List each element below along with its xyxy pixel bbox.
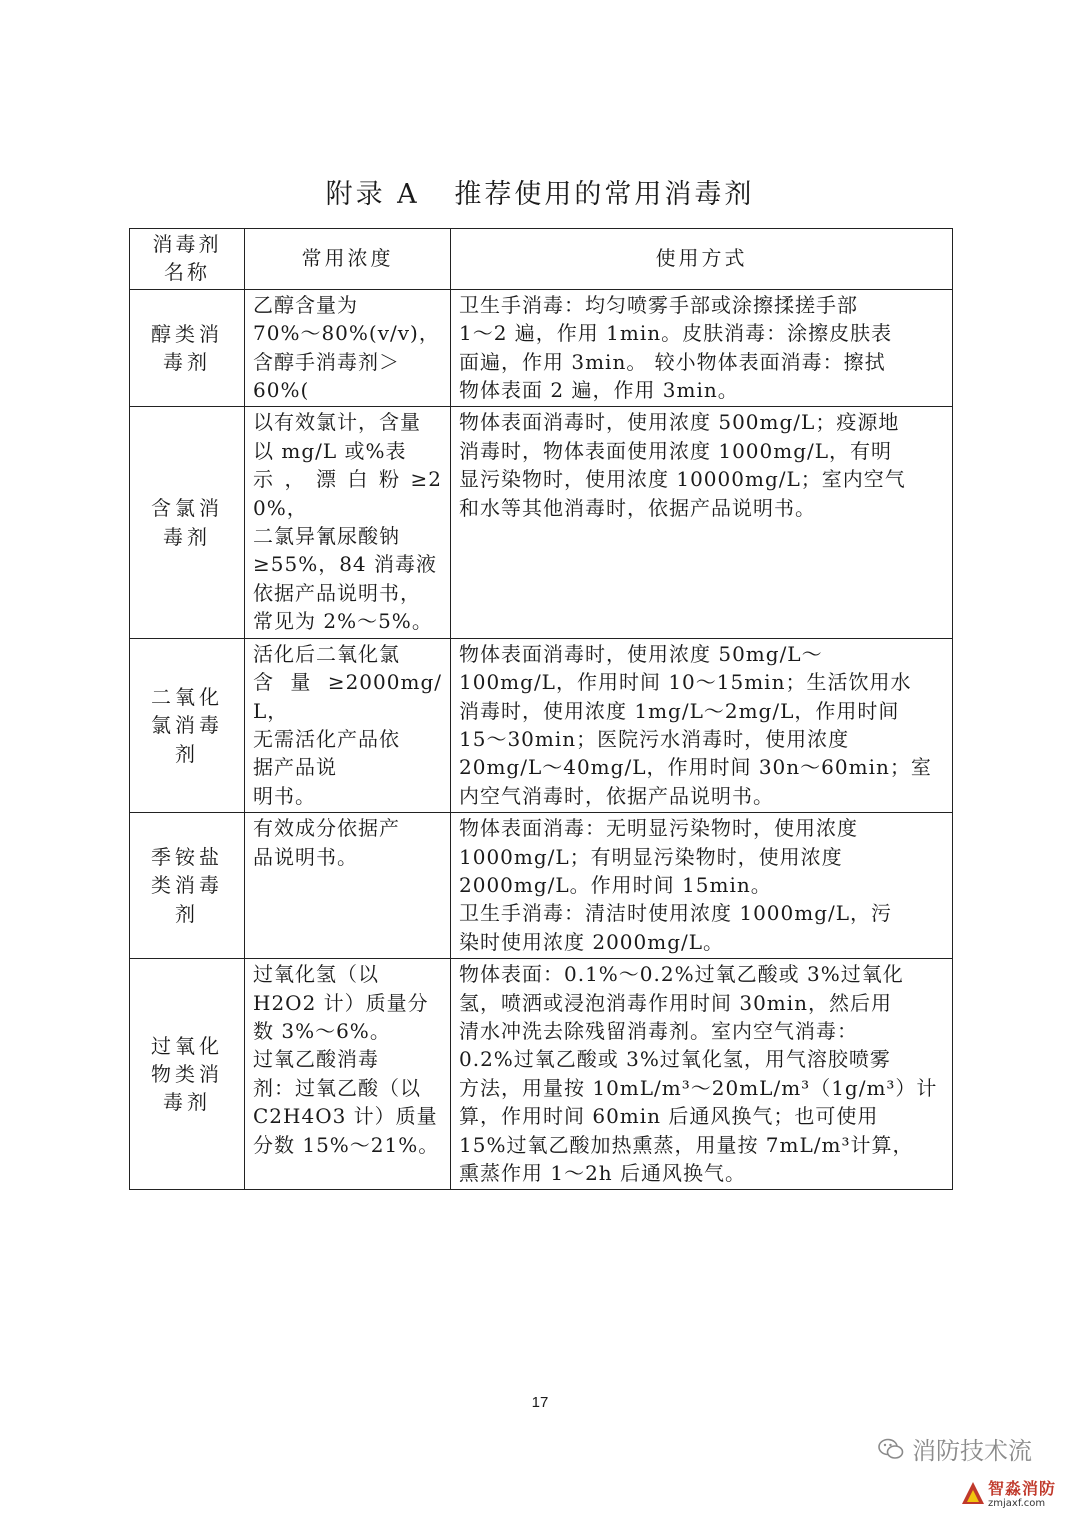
concentration-cell-line: 依据产品说明书， (253, 580, 421, 605)
page-title: 附录 A 推荐使用的常用消毒剂 (325, 179, 755, 210)
logo-name: 智淼消防 (988, 1479, 1057, 1498)
concentration-cell-line: 二氯异氰尿酸钠 (253, 524, 400, 549)
concentration-cell-line: H2O2 计）质量分 (253, 990, 429, 1015)
usage-cell-line: 1～2 遍，作用 1min。皮肤消毒：涂擦皮肤表 (459, 321, 893, 346)
usage-cell-line: 染时使用浓度 2000mg/L。 (459, 929, 725, 954)
usage-cell-line: 15～30min；医院污水消毒时，使用浓度 (459, 726, 850, 751)
name-cell-line: 醇类消 (151, 321, 223, 346)
name-cell (130, 959, 245, 1190)
concentration-cell-line: 有效成分依据产 (253, 816, 400, 841)
concentration-cell (245, 407, 451, 638)
table-row (130, 407, 953, 638)
concentration-cell-line: 60%( (253, 378, 310, 403)
name-cell-line: 毒剂 (163, 524, 211, 549)
site-logo (960, 1468, 1070, 1518)
watermark-text: 消防技术流 (912, 1437, 1032, 1465)
usage-cell-line: 显污染物时，使用浓度 10000mg/L；室内空气 (459, 467, 906, 492)
table-row (130, 638, 953, 812)
usage-cell-line: 消毒时，使用浓度 1mg/L～2mg/L，作用时间 (459, 698, 900, 723)
page-number: 17 (531, 1394, 549, 1411)
table-row (130, 813, 953, 959)
usage-cell-line: 方法，用量按 10mL/m³～20mL/m³（1g/m³）计 (459, 1075, 938, 1100)
name-cell-line: 毒剂 (163, 1090, 211, 1115)
wechat-icon (878, 1436, 904, 1462)
concentration-cell (245, 638, 451, 812)
usage-cell-line: 熏蒸作用 1～2h 后通风换气。 (459, 1161, 747, 1185)
concentration-cell (245, 289, 451, 407)
usage-cell-line: 2000mg/L。作用时间 15min。 (459, 872, 772, 897)
usage-cell-line: 物体表面消毒时，使用浓度 50mg/L～ (459, 641, 823, 666)
concentration-cell-line: 示，漂白粉≥20%， (253, 467, 442, 520)
name-cell-line: 季铵盐 (151, 845, 223, 870)
usage-cell-line: 氢，喷洒或浸泡消毒作用时间 30min，然后用 (459, 990, 893, 1015)
usage-cell-line: 15%过氧乙酸加热熏蒸，用量按 7mL/m³计算， (459, 1132, 914, 1157)
name-cell (130, 638, 245, 812)
concentration-cell-line: 据产品说 (253, 755, 337, 780)
name-cell-line: 二氧化 (151, 684, 223, 709)
name-cell-line: 过氧化 (151, 1033, 223, 1058)
usage-cell-line: 卫生手消毒：清洁时使用浓度 1000mg/L，污 (459, 901, 893, 926)
concentration-cell-line: 常见为 2%～5%。 (253, 609, 433, 634)
usage-cell-line: 和水等其他消毒时，依据产品说明书。 (459, 495, 816, 520)
table-header-row (130, 229, 953, 290)
usage-cell-line: 物体表面消毒：无明显污染物时，使用浓度 (459, 816, 858, 841)
usage-cell-line: 内空气消毒时，依据产品说明书。 (459, 783, 774, 808)
concentration-cell-line: 过氧乙酸消毒 (253, 1047, 379, 1072)
concentration-cell-line: ≥55%，84 消毒液 (253, 552, 438, 577)
name-cell-line: 物类消 (151, 1062, 223, 1087)
name-cell-line: 氯消毒 (151, 713, 223, 738)
disinfectant-table (129, 228, 953, 1190)
usage-cell-line: 20mg/L～40mg/L，作用时间 30n～60min；室 (459, 755, 932, 780)
usage-cell-line: 面遍，作用 3min。 较小物体表面消毒：擦拭 (459, 349, 886, 374)
header-usage: 使用方式 (451, 229, 953, 290)
concentration-cell-line: 活化后二氧化氯 (253, 641, 400, 666)
usage-cell (451, 289, 953, 407)
watermark (878, 1431, 1032, 1466)
usage-cell-line: 算，作用时间 60min 后通风换气；也可使用 (459, 1104, 879, 1129)
usage-cell (451, 638, 953, 812)
usage-cell-line: 100mg/L，作用时间 10～15min；生活饮用水 (459, 670, 912, 695)
name-cell (130, 289, 245, 407)
usage-cell (451, 407, 953, 638)
name-cell-line: 含氯消 (151, 496, 223, 521)
usage-cell-line: 0.2%过氧乙酸或 3%过氧化氢，用气溶胶喷雾 (459, 1047, 891, 1072)
concentration-cell-line: 含醇手消毒剂＞ (253, 349, 400, 374)
usage-cell-line: 物体表面 2 遍，作用 3min。 (459, 378, 739, 403)
concentration-cell-line: 70%～80%(v/v)， (253, 321, 440, 346)
concentration-cell-line: 以有效氯计，含量 (253, 410, 421, 435)
concentration-cell-line: 品说明书。 (253, 844, 358, 869)
usage-cell-line: 卫生手消毒：均匀喷雾手部或涂擦揉搓手部 (459, 292, 858, 317)
flame-logo-icon (960, 1480, 986, 1506)
concentration-cell-line: 过氧化氢（以 (253, 962, 379, 987)
concentration-cell-line: 乙醇含量为 (253, 292, 358, 317)
concentration-cell-line: 无需活化产品依 (253, 726, 400, 751)
logo-url: zmjaxf.com (988, 1498, 1046, 1509)
header-name-line: 消毒剂 (152, 232, 222, 256)
concentration-cell (245, 813, 451, 959)
usage-cell (451, 959, 953, 1190)
name-cell-line: 剂 (175, 741, 199, 766)
header-name-line: 名称 (164, 260, 210, 285)
header-name (130, 229, 245, 290)
table-row (130, 289, 953, 407)
usage-cell-line: 清水冲洗去除残留消毒剂。室内空气消毒： (459, 1018, 858, 1043)
table-row (130, 959, 953, 1190)
name-cell-line: 毒剂 (163, 350, 211, 375)
usage-cell (451, 813, 953, 959)
name-cell (130, 813, 245, 959)
concentration-cell-line: 含量≥2000mg/L， (253, 670, 442, 723)
concentration-cell-line: 明书。 (253, 783, 316, 808)
concentration-cell-line: 剂：过氧乙酸（以 (253, 1075, 421, 1100)
name-cell-line: 剂 (175, 901, 199, 926)
concentration-cell (245, 959, 451, 1190)
usage-cell-line: 物体表面消毒时，使用浓度 500mg/L；疫源地 (459, 410, 900, 435)
name-cell-line: 类消毒 (151, 873, 223, 898)
concentration-cell-line: 以 mg/L 或%表 (253, 438, 407, 463)
concentration-cell-line: 分数 15%～21%。 (253, 1132, 440, 1157)
header-concentration: 常用浓度 (245, 229, 451, 290)
usage-cell-line: 消毒时，物体表面使用浓度 1000mg/L，有明 (459, 438, 893, 463)
usage-cell-line: 物体表面：0.1%～0.2%过氧乙酸或 3%过氧化 (459, 962, 904, 987)
concentration-cell-line: C2H4O3 计）质量 (253, 1104, 438, 1129)
concentration-cell-line: 数 3%～6%。 (253, 1018, 391, 1043)
usage-cell-line: 1000mg/L；有明显污染物时，使用浓度 (459, 844, 843, 869)
name-cell (130, 407, 245, 638)
